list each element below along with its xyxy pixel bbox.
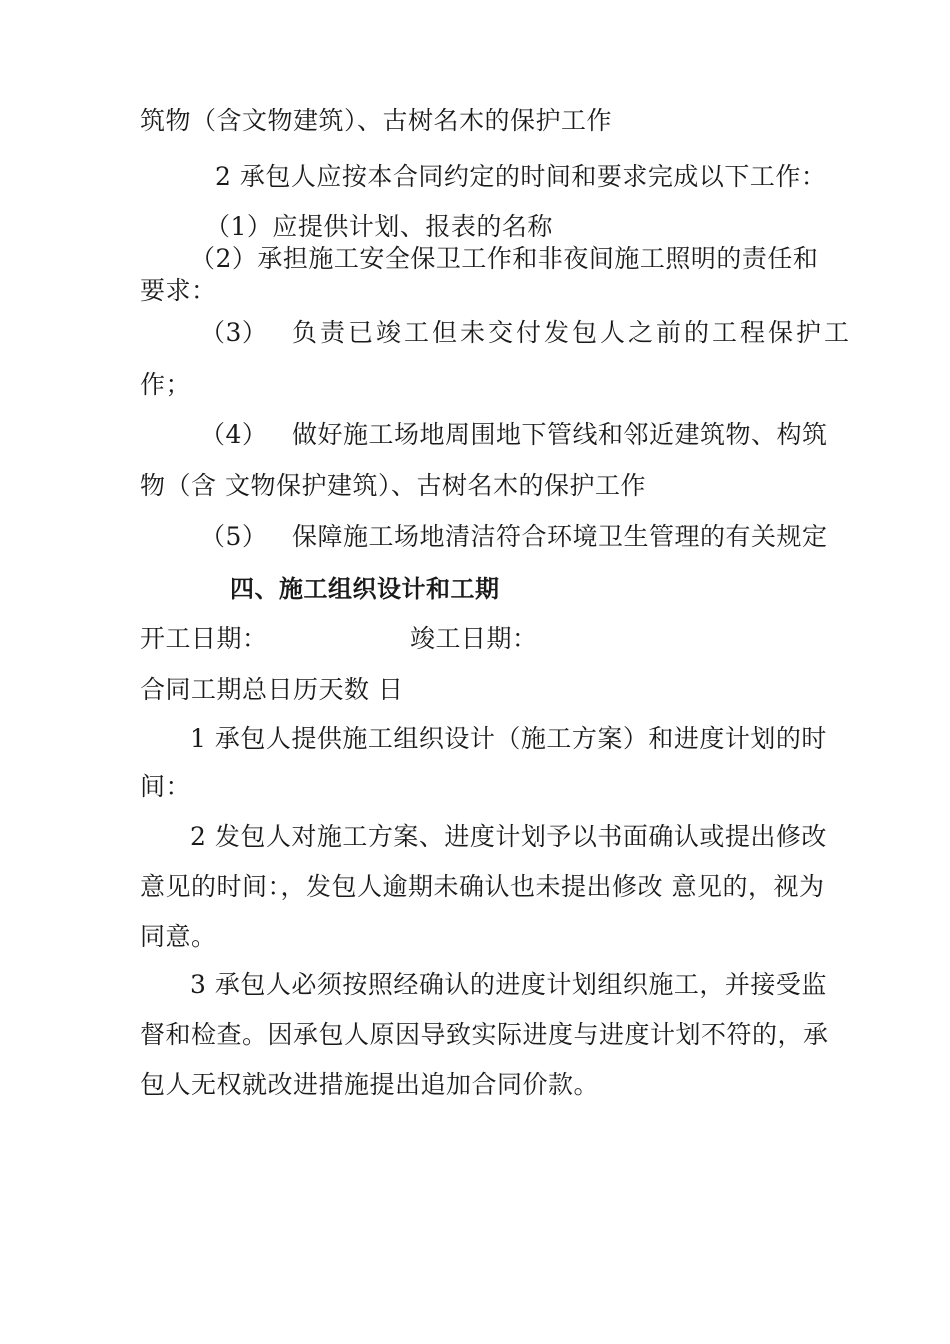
- text-line: 筑物（含文物建筑）、古树名木的保护工作: [140, 106, 613, 135]
- list-item-3: [200, 318, 852, 348]
- list-text: 做好施工场地周围地下管线和邻近建筑物、构筑: [292, 420, 828, 449]
- item-intro: 2 承包人应按本合同约定的时间和要求完成以下工作：: [215, 162, 827, 191]
- list-text: 保障施工场地清洁符合环境卫生管理的有关规定: [292, 522, 828, 551]
- paragraph-1-cont: 间：: [140, 772, 192, 801]
- paragraph-2-cont: 同意。: [140, 922, 217, 951]
- duration-line: 合同工期总日历天数 日: [140, 675, 404, 704]
- paragraph-3-cont: 包人无权就改进措施提出追加合同价款。: [140, 1070, 600, 1099]
- end-date-label: 竣工日期：: [410, 624, 538, 653]
- section-heading: 四、施工组织设计和工期: [230, 575, 500, 603]
- list-number: （3）: [200, 318, 268, 347]
- list-item-2: （2）承担施工安全保卫工作和非夜间施工照明的责任和: [190, 244, 819, 273]
- start-date-label: 开工日期：: [140, 624, 268, 653]
- list-number: （4）: [200, 420, 268, 449]
- list-item-5: [200, 522, 828, 552]
- paragraph-3: 3 承包人必须按照经确认的进度计划组织施工，并接受监: [190, 970, 827, 999]
- text-line: 物（含 文物保护建筑）、古树名木的保护工作: [140, 471, 646, 500]
- paragraph-3-cont: 督和检查。因承包人原因导致实际进度与进度计划不符的，承: [140, 1020, 829, 1049]
- list-text: 负责已竣工但未交付发包人之前的工程保护工: [292, 318, 853, 347]
- text-line: 作；: [140, 370, 192, 399]
- paragraph-2-cont: 意见的时间：，发包人逾期未确认也未提出修改 意见的，视为: [140, 872, 825, 901]
- text-line: 要求：: [140, 276, 217, 305]
- paragraph-2: 2 发包人对施工方案、进度计划予以书面确认或提出修改: [190, 822, 827, 851]
- list-item-1: （1）应提供计划、报表的名称: [205, 212, 553, 241]
- list-number: （5）: [200, 522, 268, 551]
- list-item-4: [200, 420, 828, 450]
- paragraph-1: 1 承包人提供施工组织设计（施工方案）和进度计划的时: [190, 724, 827, 753]
